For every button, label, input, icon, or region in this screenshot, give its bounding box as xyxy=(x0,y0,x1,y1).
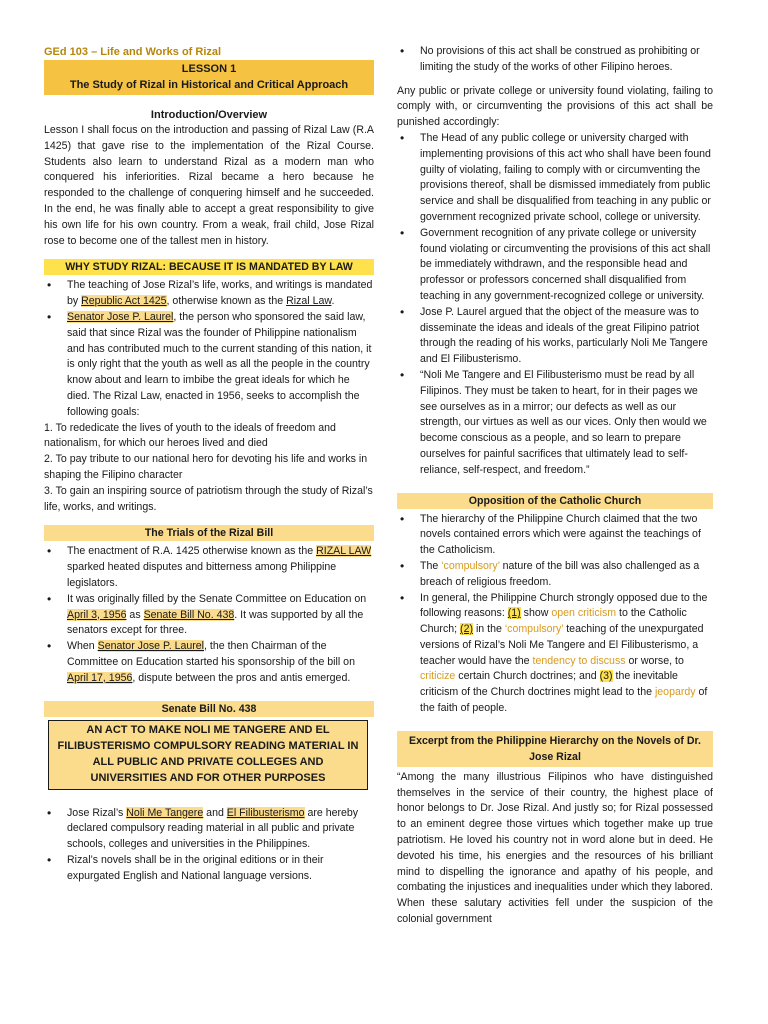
why-list xyxy=(44,278,374,420)
list-item: • Jose Rizal’s Noli Me Tangere and El Filibusterismo are hereby declared compulsory reading material in all public and private schools, colleges and universities in the Philippines. xyxy=(44,806,374,853)
course-title: GEd 103 – Life and Works of Rizal xyxy=(44,46,222,58)
rizal-law-link: RIZAL LAW xyxy=(316,545,372,558)
left-column xyxy=(44,44,374,884)
list-item: • No provisions of this act shall be construed as prohibiting or limiting the study of the works of other Filipino heroes. xyxy=(397,44,713,76)
senate-bill-heading: Senate Bill No. 438 xyxy=(44,701,374,717)
bill-list xyxy=(44,806,374,885)
reason-number: (1) xyxy=(507,607,521,620)
goal-item: 2. To pay tribute to our national hero for devoting his life and works in shaping the Filipino character xyxy=(44,453,368,481)
intro-paragraph: Lesson I shall focus on the introduction and passing of Rizal Law (R.A 1425) that gave rise to the implementation of the Rizal Course. Students also learn to understand Rizal as a modern man who conquered his inferiorities. Rizal became a hero because he responded to the challenge of conquering himself and he succeeded. In the end, he was finally able to accept a great responsibility to give his own life for his own country. From a weak, frail child, Jose Rizal rose to become one of the tallest men in history. xyxy=(44,124,374,247)
list-item: • Jose P. Laurel argued that the object of the measure was to disseminate the ideas and ideals of the great Filipino patriot through the reading of his works, particularly Noli Me Tangere and El Filibusterismo. xyxy=(397,305,713,368)
list-item: • The teaching of Jose Rizal’s life, works, and writings is mandated by Republic Act 1425, otherwise known as the Rizal Law. xyxy=(44,278,374,310)
senate-bill-box: AN ACT TO MAKE NOLI ME TANGERE AND EL FILIBUSTERISMO COMPULSORY READING MATERIAL IN ALL PUBLIC AND PRIVATE COLLEGES AND UNIVERSITIES AND FOR OTHER PURPOSES xyxy=(48,720,368,790)
provisions-list xyxy=(397,44,713,76)
list-item: • When Senator Jose P. Laurel, the then Chairman of the Committee on Education started his sponsorship of the bill on April 17, 1956, dispute between the pros and antis emerged. xyxy=(44,639,374,686)
list-item: • Senator Jose P. Laurel, the person who sponsored the said law, said that since Rizal was the founder of Philippine nationalism and has contributed much to the current standing of this nation, it is only right that the youth as well as all the people in the country know about and learn to imbibe the great ideals for which he died. The Rizal Law, enacted in 1956, seeks to accomplish the following goals: xyxy=(44,310,374,421)
fili-link: El Filibusterismo xyxy=(226,806,305,819)
why-study-heading: WHY STUDY RIZAL: BECAUSE IT IS MANDATED BY LAW xyxy=(44,259,374,275)
opposition-heading: Opposition of the Catholic Church xyxy=(397,493,713,509)
senator-laurel-link: Senator Jose P. Laurel xyxy=(97,640,205,653)
intro-title: Introduction/Overview xyxy=(150,109,268,121)
goal-item: 1. To rededicate the lives of youth to the ideals of freedom and nationalism, for which our heroes lived and died xyxy=(44,421,336,450)
trials-heading: The Trials of the Rizal Bill xyxy=(44,525,374,541)
penalty-list xyxy=(397,131,713,479)
noli-link: Noli Me Tangere xyxy=(126,806,204,819)
goals-list xyxy=(44,421,374,516)
list-item: • Government recognition of any private college or university found violating or circumventing the provisions of this act shall be immediately withdrawn, and the responsible head and professor or professors concerned shall disqualified from teaching in any government-recognized college or university. xyxy=(397,226,713,305)
reason-number: (2) xyxy=(460,623,473,636)
lesson-number: LESSON 1 xyxy=(181,63,237,75)
excerpt-paragraph: “Among the many illustrious Filipinos who have distinguished themselves in the service of their country, the highest place of honor belongs to Dr. Jose Rizal. And justly so; for Rizal possessed to an eminent degree those virtues which together make up true patriotism. He loved his country not in word alone but in deed. He devoted his time, his energies and the resources of his brilliant mind to dispelling the ignorance and apathy of his people, and combating the injustices and inequalities under which they labored. When these salutary activities fell under the suspicion of the colonial government xyxy=(397,770,713,926)
date-link: April 17, 1956 xyxy=(67,671,133,684)
list-item: • The ‘compulsory’ nature of the bill was also challenged as a breach of religious freedom. xyxy=(397,559,713,591)
reason-number: (3) xyxy=(599,670,613,683)
list-item: • In general, the Philippine Church strongly opposed due to the following reasons: (1) show open criticism to the Catholic Church; (2) in the ‘compulsory’ teaching of the unexpurgated versions of Rizal’s Noli Me Tangere and El Filibusterismo, a teacher would have the tendency to discuss or worse, to criticize certain Church doctrines; and (3) the inevitable criticism of the Church doctrines might lead to the jeopardy of the faith of people. xyxy=(397,591,713,717)
list-item: • The hierarchy of the Philippine Church claimed that the two novels contained errors which were against the teachings of the Catholicism. xyxy=(397,512,713,559)
lesson-header xyxy=(44,60,374,95)
penalty-paragraph: Any public or private college or university found violating, failing to comply with, or circumventing the provisions of this act shall be punished accordingly: xyxy=(397,84,713,129)
excerpt-heading: Excerpt from the Philippine Hierarchy on the Novels of Dr. Jose Rizal xyxy=(397,731,713,767)
list-item: • The enactment of R.A. 1425 otherwise known as the RIZAL LAW sparked heated disputes and bitterness among Philippine legislators. xyxy=(44,544,374,591)
goal-item: 3. To gain an inspiring source of patriotism through the study of Rizal’s life, works, and writings. xyxy=(44,484,373,513)
date-link: April 3, 1956 xyxy=(67,608,127,621)
opposition-list xyxy=(397,512,713,717)
senate-bill-link: Senate Bill No. 438 xyxy=(143,608,235,621)
list-item: • The Head of any public college or university charged with implementing provisions of this act who shall have been found guilty of violating, failing to comply with or circumventing the provisions thereof, shall be dismissed immediately from public service and shall be disqualified from teaching in any public or government recognized private school, college or university. xyxy=(397,131,713,226)
senator-laurel-link: Senator Jose P. Laurel xyxy=(67,310,174,323)
right-column xyxy=(397,44,713,928)
republic-act-link: Republic Act 1425 xyxy=(81,295,167,308)
list-item: • “Noli Me Tangere and El Filibusterismo must be read by all Filipinos. They must be taken to heart, for in their pages we see ourselves as in a mirror; our defects as well as our strength, our virtues as well as our vices. Only then would we become conscious as a people, and so learn to prepare ourselves for painful sacrifices that ultimately lead to self-reliance, self-respect, and freedom.” xyxy=(397,368,713,479)
rizal-law-link: Rizal Law xyxy=(286,295,332,308)
list-item: • It was originally filled by the Senate Committee on Education on April 3, 1956 as Senate Bill No. 438. It was supported by all the senators except for three. xyxy=(44,592,374,639)
lesson-title: The Study of Rizal in Historical and Critical Approach xyxy=(69,79,349,91)
list-item: • Rizal’s novels shall be in the original editions or in their expurgated English and National language versions. xyxy=(44,853,374,885)
trials-list xyxy=(44,544,374,686)
